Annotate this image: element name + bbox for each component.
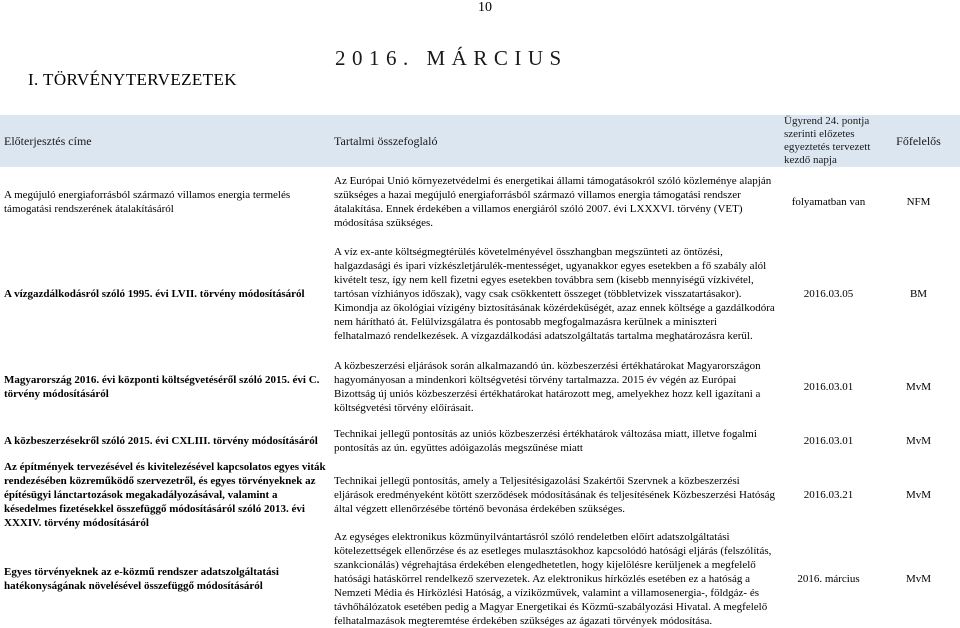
row-owner: MvM bbox=[905, 573, 932, 585]
table-row bbox=[0, 167, 960, 236]
row-summary: A közbeszerzési eljárások során alkalmazandó ún. közbeszerzési értékhatárokat Magyarországon hagyományosan a mindenkori költségvetési törvény tartalmazza. 2015 év végén az Európai Bizottság új uniós közbeszerzési értékhatárokat határozott meg, amelyekhez hozz kell igazítani a költségvetési törvény előírásait. bbox=[334, 360, 761, 414]
table-row bbox=[0, 352, 960, 422]
page-number: 10 bbox=[478, 0, 492, 15]
row-owner: BM bbox=[909, 288, 928, 300]
section-heading: I. TÖRVÉNYTERVEZETEK bbox=[28, 70, 237, 89]
row-title: A megújuló energiaforrásból származó villamos energia termelés támogatási rendszerének átalakításáról bbox=[4, 188, 291, 215]
header-owner: Főfelelős bbox=[896, 134, 941, 148]
row-summary: Technikai jellegű pontosítás az uniós közbeszerzési értékhatárok változása miatt, illetve fogalmi pontosítás az ún. együttes adóigazolás megszűnése miatt bbox=[334, 428, 757, 454]
row-title: A közbeszerzésekről szóló 2015. évi CXLIII. törvény módosításáról bbox=[4, 435, 318, 447]
row-date: 2016.03.01 bbox=[803, 381, 854, 393]
row-title: Egyes törvényeknek az e-közmű rendszer adatszolgáltatási hatékonyságának növelésével összefüggő módosításáról bbox=[4, 566, 279, 592]
header-title: Előterjesztés címe bbox=[4, 134, 92, 148]
row-owner: NFM bbox=[906, 195, 931, 208]
row-summary: Az Európai Unió környezetvédelmi és energetikai állami támogatásokról szóló közleménye alapján szükséges a hazai megújuló energiaforrásból származó villamos energia támogatási rendszer átalakítása. Ennek érdekében a villamos energiáról szóló 2007. évi LXXXVI. törvény (VET) módosítása szükséges. bbox=[334, 174, 772, 229]
row-title: A vízgazdálkodásról szóló 1995. évi LVII. törvény módosításáról bbox=[4, 288, 305, 300]
table-row bbox=[0, 530, 960, 628]
row-title: Az építmények tervezésével és kivitelezésével kapcsolatos egyes viták rendezésében közreműködő szervezetről, és egyes törvényeknek az építésügyi lánctartozások megakadályozásával, valamint a késedelmes fizetésekkel összefüggő módosításáról szóló 2013. évi XXXIV. törvény módosításáról bbox=[4, 461, 326, 529]
row-owner: MvM bbox=[905, 435, 932, 447]
table-row bbox=[0, 460, 960, 530]
row-summary: A víz ex-ante költségmegtérülés követelményével összhangban megszünteti az öntözési, halgazdasági és ipari vízkészletjárulék-mentességet, ugyanakkor egyes esetekben a fő szabály alól kivételt tesz, így nem kell fizetni egyes esetekben továbbra sem (kisebb mennyiségű vízkivétel, tartósan vízhiányos időszak), vagy csak csökkentett összeget (többletvizek visszatartásakor). Kimondja az ökológiai vízigény biztosításának közérdekűségét, azaz ennek költsége a gazdálkodóra nem hárítható át. Felülvizsgálatra és pontosabb megfogalmazásra kerülnek a miniszteri felhatalmazó rendelkezések. A vízgazdálkodási adatszolgáltatás tartalma meghatározásra kerül. bbox=[334, 246, 775, 342]
row-date: 2016. március bbox=[797, 573, 860, 585]
row-title: Magyarország 2016. évi központi költségvetéséről szóló 2015. évi C. törvény módosításáról bbox=[4, 374, 320, 400]
row-summary: Technikai jellegű pontosítás, amely a Teljesítésigazolási Szakértői Szervnek a közbeszerzési eljárások eredményeként kötött szerződések módosításának és teljesítésének Közbeszerzési Hatóság által végzett ellenőrzésébe történő bevonása érdekében szükséges. bbox=[334, 475, 776, 515]
table-row bbox=[0, 422, 960, 460]
row-owner: MvM bbox=[905, 489, 932, 501]
row-date: 2016.03.01 bbox=[803, 435, 854, 447]
row-summary: Az egységes elektronikus közműnyilvántartásról szóló rendeletben előírt adatszolgáltatási kötelezettségek ellenőrzése és az esetleges mulasztásokhoz kapcsolódó hatósági eljárás (felszólítás, szankcionálás) végrehajtása érdekében elengedhetetlen, hogy kijelölésre kerüljenek a megfelelő hatósági hatáskörrel rendelkező szervezetek. Az elektronikus hírközlés esetében ez a hatóság a Nemzeti Média és Hírközlési Hatóság, a víziközművek, valamint a villamosenergia-, földgáz- és távhőhálózatok esetében pedig a Magyar Energetikai és Közmű-szabályozási Hivatal. A megfelelő felhatalmazások megteremtése érdekében szükséges az ágazati törvények módosítása. bbox=[334, 531, 772, 627]
bill-table bbox=[0, 115, 960, 628]
table-header-row bbox=[0, 115, 960, 167]
header-date: Ügyrend 24. pontja szerinti előzetes egyeztetés tervezett kezdő napja bbox=[784, 115, 871, 166]
row-owner: MvM bbox=[905, 381, 932, 393]
row-date: 2016.03.05 bbox=[803, 288, 854, 300]
month-heading: 2016. MÁRCIUS bbox=[335, 46, 568, 70]
table-row bbox=[0, 236, 960, 352]
row-date: folyamatban van bbox=[791, 195, 866, 208]
row-date: 2016.03.21 bbox=[803, 489, 854, 501]
header-summary: Tartalmi összefoglaló bbox=[334, 134, 438, 148]
